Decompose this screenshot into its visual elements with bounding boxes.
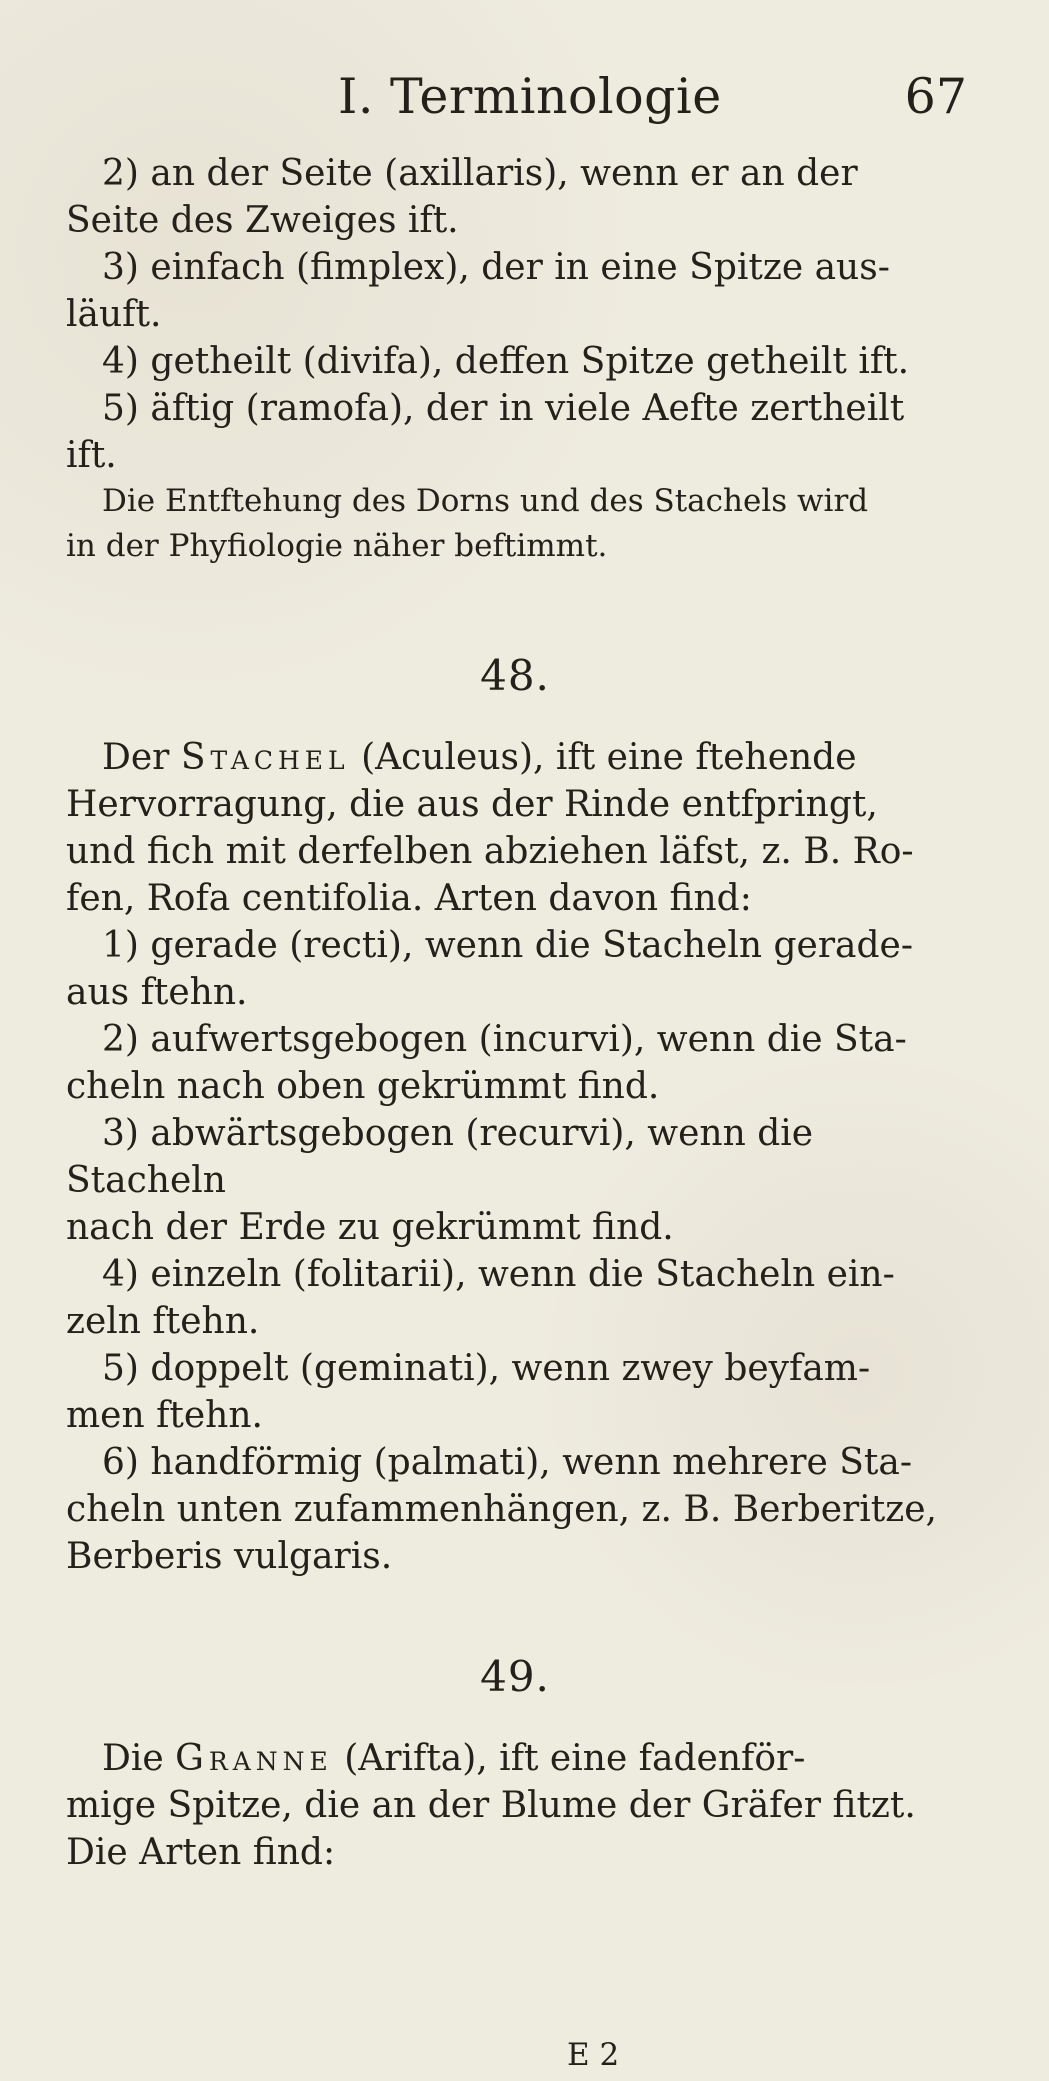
section-48-line-16: cheln unten zufammenhängen, z. B. Berberitze,: [66, 1489, 937, 1530]
section-48-line-1-start: Der: [102, 737, 170, 778]
page-header: [66, 58, 975, 138]
text-line-1: 2) an der Seite (axillaris), wenn er an der: [102, 153, 858, 194]
text-line-6: 5) äftig (ramofa), der in viele Aefte zertheilt: [102, 388, 905, 429]
section-48-line-5: 1) gerade (recti), wenn die Stacheln gerade-: [102, 925, 914, 966]
note-line-1: Die Entftehung des Dorns und des Stachels wird: [102, 483, 869, 519]
section-49-term: Granne: [175, 1738, 333, 1779]
section-48-line-11: 4) einzeln (folitarii), wenn die Stacheln ein-: [102, 1254, 895, 1295]
printer-signature: E 2: [567, 2037, 620, 2073]
section-49-line-3: Die Arten find:: [66, 1832, 336, 1873]
text-line-4: läuft.: [66, 294, 162, 335]
section-number-49: 49.: [480, 1652, 550, 1701]
section-49-line-1-end: (Arifta), ift eine fadenför-: [344, 1738, 806, 1779]
section-49-line-1-start: Die: [102, 1738, 164, 1779]
text-line-3: 3) einfach (fimplex), der in eine Spitze aus-: [102, 247, 890, 288]
note-line-2: in der Phyfiologie näher beftimmt.: [66, 528, 608, 564]
text-line-7: ift.: [66, 435, 117, 476]
section-48-line-17: Berberis vulgaris.: [66, 1536, 393, 1577]
section-48-line-13: 5) doppelt (geminati), wenn zwey beyfam-: [102, 1348, 871, 1389]
section-48-term: Stachel: [180, 737, 350, 778]
section-number-48: 48.: [480, 651, 550, 700]
section-48-line-12: zeln ftehn.: [66, 1301, 260, 1342]
section-48-line-8: cheln nach oben gekrümmt find.: [66, 1066, 660, 1107]
running-title: I. Terminologie: [338, 68, 722, 125]
section-48-line-1-end: (Aculeus), ift eine ftehende: [361, 737, 857, 778]
main-text: [66, 150, 964, 1876]
section-48-line-4: fen, Rofa centifolia. Arten davon find:: [66, 878, 752, 919]
section-48-line-15: 6) handförmig (palmati), wenn mehrere Sta-: [102, 1442, 912, 1483]
page-number: 67: [904, 68, 967, 125]
section-48-line-3: und fich mit derfelben abziehen läfst, z. B. Ro-: [66, 831, 914, 872]
section-48-line-14: men ftehn.: [66, 1395, 263, 1436]
section-48-line-2: Hervorragung, die aus der Rinde entfpringt,: [66, 784, 878, 825]
section-48-line-7: 2) aufwertsgebogen (incurvi), wenn die Sta-: [102, 1019, 907, 1060]
section-48-line-9: 3) abwärtsgebogen (recurvi), wenn die Stacheln: [66, 1113, 814, 1201]
section-49-line-2: mige Spitze, die an der Blume der Gräfer fitzt.: [66, 1785, 916, 1826]
section-48-line-10: nach der Erde zu gekrümmt find.: [66, 1207, 674, 1248]
text-line-5: 4) getheilt (divifa), deffen Spitze getheilt ift.: [102, 341, 910, 382]
section-49-line-1: [66, 1735, 964, 1782]
section-48-line-6: aus ftehn.: [66, 972, 248, 1013]
text-line-2: Seite des Zweiges ift.: [66, 200, 459, 241]
section-48-line-1: [66, 734, 964, 781]
